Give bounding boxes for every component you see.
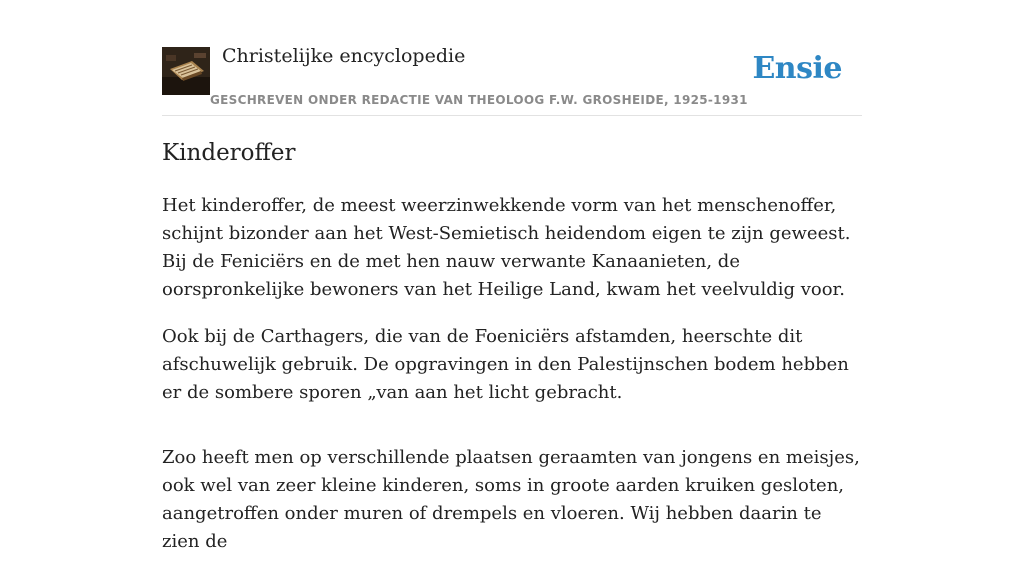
article-paragraph: Het kinderoffer, de meest weerzinwekkende vorm van het menschenoffer, schijnt bizonder aan het West-Semietisch heidendom eigen te zijn geweest. Bij de Feniciërs en de met hen nauw verwante Kanaanieten, de oorspronkelijke bewoners van het Heilige Land, kwam het veelvuldig voor.: [162, 195, 851, 300]
site-subtitle: GESCHREVEN ONDER REDACTIE VAN THEOLOOG F.W. GROSHEIDE, 1925-1931: [210, 93, 748, 107]
site-header: [162, 0, 862, 116]
article-body: [162, 192, 862, 575]
book-photo-icon[interactable]: [162, 47, 210, 95]
site-title[interactable]: Christelijke encyclopedie: [222, 45, 466, 67]
article-title: Kinderoffer: [162, 140, 296, 166]
article-paragraph: Zoo heeft men op verschillende plaatsen geraamten van jongens en meisjes, ook wel van zeer kleine kinderen, soms in groote aarden kruiken gesloten, aangetroffen onder muren of drempels en vloeren. Wij hebben daarin te zien de: [162, 447, 860, 552]
content-container: [162, 0, 862, 552]
ensie-brand-link[interactable]: Ensie: [752, 51, 842, 86]
article-paragraph: Ook bij de Carthagers, die van de Foeniciërs afstamden, heerschte dit afschuwelijk gebruik. De opgravingen in den Palestijnschen bodem hebben er de sombere sporen „van aan het licht gebracht.: [162, 326, 849, 403]
